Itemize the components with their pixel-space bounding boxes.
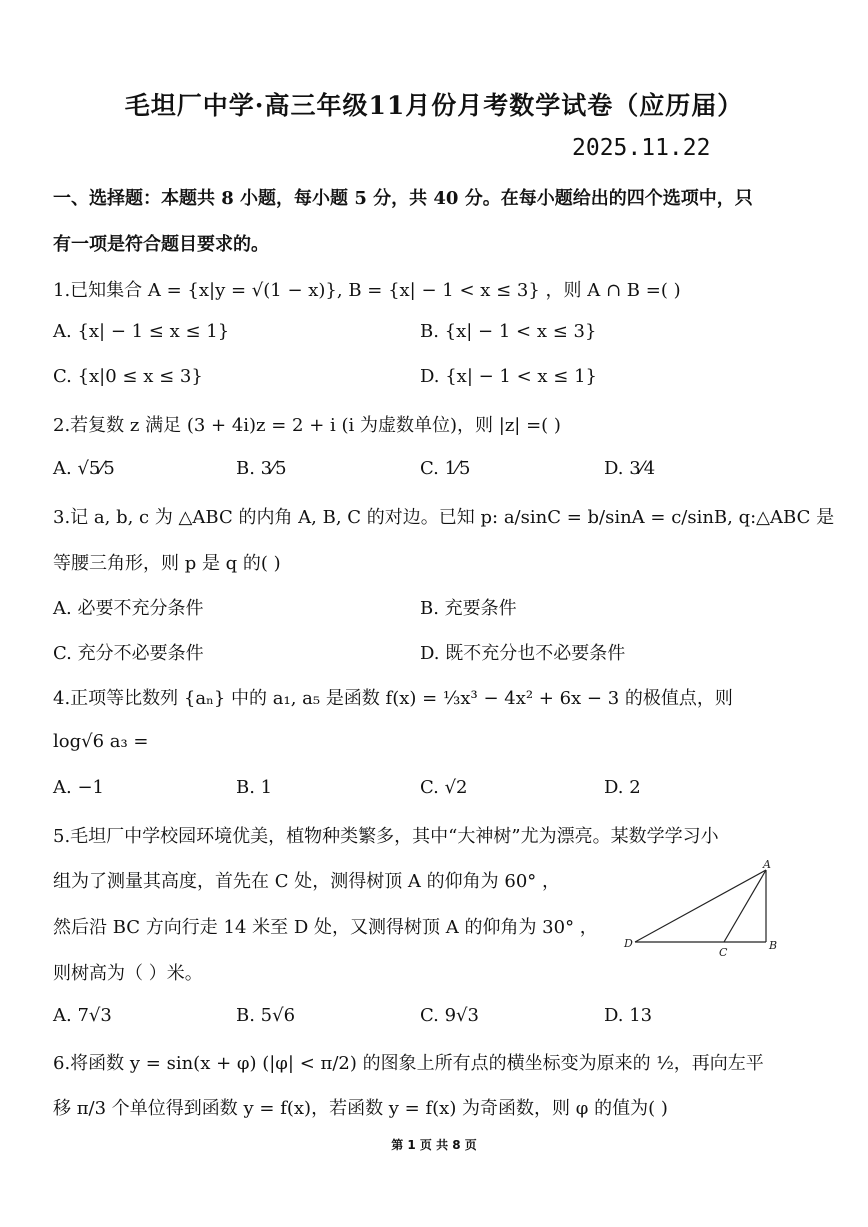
q4-option-d: D. 2 — [604, 777, 641, 798]
q5-option-b: B. 5√6 — [236, 1005, 296, 1026]
q3-option-c: C. 充分不必要条件 — [53, 643, 204, 664]
q5-stem-line1: 5.毛坦厂中学校园环境优美，植物种类繁多，其中“大神树”尤为漂亮。某数学学习小 — [53, 826, 719, 847]
segment-ac — [724, 870, 766, 942]
q3-option-b: B. 充要条件 — [420, 598, 517, 619]
label-c: C — [719, 946, 728, 958]
q3-option-d: D. 既不充分也不必要条件 — [420, 643, 626, 664]
q5-stem-line3: 然后沿 BC 方向行走 14 米至 D 处，又测得树顶 A 的仰角为 30° ， — [53, 917, 598, 938]
q5-option-a: A. 7√3 — [53, 1005, 112, 1026]
q5-option-d: D. 13 — [604, 1005, 653, 1026]
label-d: D — [624, 937, 633, 950]
q1-option-a: A. {x| − 1 ≤ x ≤ 1} — [53, 321, 230, 342]
q4-option-b: B. 1 — [236, 777, 273, 798]
q2-stem: 2.若复数 z 满足 (3 + 4i)z = 2 + i (i 为虚数单位)，则 |z| =( ) — [53, 415, 561, 436]
q5-option-c: C. 9√3 — [420, 1005, 479, 1026]
page-footer: 第 1 页 共 8 页 — [391, 1138, 477, 1152]
q4-stem-line2: log√6 a₃ = — [53, 731, 149, 752]
section-heading-line1: 一、选择题：本题共 8 小题，每小题 5 分，共 40 分。在每小题给出的四个选项中，只 — [53, 188, 753, 209]
label-a: A — [763, 858, 771, 871]
q1-stem: 1.已知集合 A = {x|y = √(1 − x)}, B = {x| − 1 < x ≤ 3} ，则 A ∩ B =( ) — [53, 280, 681, 301]
label-b: B — [769, 939, 778, 952]
q2-option-a: A. √5⁄5 — [53, 458, 115, 479]
exam-date: 2025.11.22 — [572, 135, 711, 161]
q4-stem-line1: 4.正项等比数列 {aₙ} 中的 a₁, a₅ 是函数 f(x) = ⅓x³ − 4x² + 6x − 3 的极值点，则 — [53, 688, 733, 709]
q6-stem-line2: 移 π/3 个单位得到函数 y = f(x)，若函数 y = f(x) 为奇函数，则 φ 的值为( ) — [53, 1098, 668, 1119]
q5-stem-line2: 组为了测量其高度，首先在 C 处，测得树顶 A 的仰角为 60° ， — [53, 871, 561, 892]
section-heading-line2: 有一项是符合题目要求的。 — [53, 234, 269, 255]
segment-ad — [635, 870, 766, 942]
q2-option-b: B. 3⁄5 — [236, 458, 287, 479]
q1-option-b: B. {x| − 1 < x ≤ 3} — [420, 321, 597, 342]
q2-option-c: C. 1⁄5 — [420, 458, 471, 479]
q3-stem-line1: 3.记 a, b, c 为 △ABC 的内角 A, B, C 的对边。已知 p: a/sinC = b/sinA = c/sinB, q:△ABC 是 — [53, 507, 835, 528]
q4-option-c: C. √2 — [420, 777, 468, 798]
q1-option-c: C. {x|0 ≤ x ≤ 3} — [53, 366, 203, 387]
q1-option-d: D. {x| − 1 < x ≤ 1} — [420, 366, 597, 387]
q3-stem-line2: 等腰三角形，则 p 是 q 的( ) — [53, 553, 281, 574]
exam-title: 毛坦厂中学·高三年级11月份月考数学试卷（应历届） — [124, 91, 744, 120]
q4-option-a: A. −1 — [53, 777, 104, 798]
q6-stem-line1: 6.将函数 y = sin(x + φ) (|φ| < π/2) 的图象上所有点的横坐标变为原来的 ½，再向左平 — [53, 1053, 764, 1074]
q3-option-a: A. 必要不充分条件 — [53, 598, 204, 619]
q2-option-d: D. 3⁄4 — [604, 458, 656, 479]
q5-stem-line4: 则树高为（ ）米。 — [53, 963, 203, 984]
q5-triangle-figure — [620, 858, 790, 958]
